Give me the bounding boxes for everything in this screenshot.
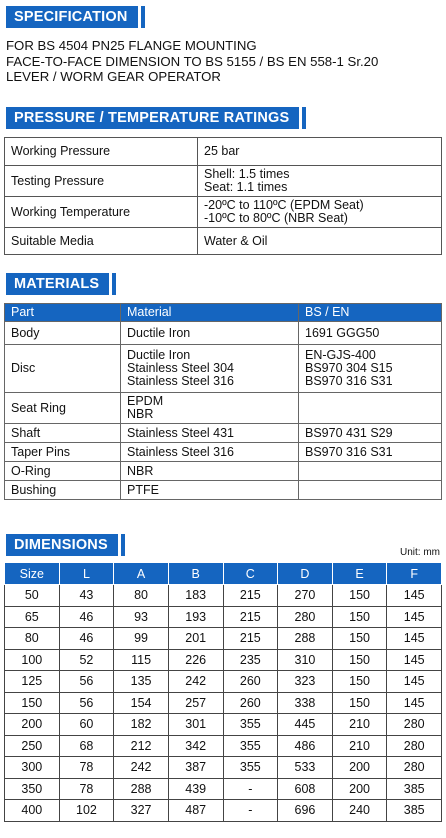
table-cell-text: Stainless Steel 316 [121, 443, 299, 462]
table-cell-text: -20ºC to 110ºC (EPDM Seat) [204, 198, 364, 212]
table-cell: 80 [5, 628, 60, 650]
table-row [5, 166, 442, 197]
table-cell: 212 [114, 735, 169, 757]
table-cell-text: BS970 316 S31 [299, 443, 442, 462]
table-header-row: Part Material BS / EN [5, 304, 442, 322]
table-cell: 193 [168, 606, 223, 628]
table-cell: 487 [168, 800, 223, 822]
table-cell-text: Water & Oil [198, 228, 442, 255]
table-cell: 696 [278, 800, 333, 822]
table-cell-text: BS970 431 S29 [299, 424, 442, 443]
table-cell: 102 [59, 800, 114, 822]
table-cell: 533 [278, 757, 333, 779]
table-row [5, 424, 442, 443]
table-cell: 150 [332, 692, 387, 714]
table-cell-text: NBR [121, 462, 299, 481]
dimensions-heading: DIMENSIONS [6, 534, 125, 556]
table-cell: 52 [59, 649, 114, 671]
column-header: L [59, 563, 114, 585]
column-header: D [278, 563, 333, 585]
table-cell: 385 [387, 778, 442, 800]
table-cell-text: PTFE [121, 481, 299, 500]
table-cell: 65 [5, 606, 60, 628]
table-cell: 150 [332, 606, 387, 628]
table-cell: 115 [114, 649, 169, 671]
spec-line: FACE-TO-FACE DIMENSION TO BS 5155 / BS EN 558-1 Sr.20 [6, 53, 379, 69]
table-row [5, 197, 442, 228]
table-cell: 201 [168, 628, 223, 650]
table-cell: 226 [168, 649, 223, 671]
table-cell-text: Testing Pressure [5, 166, 198, 197]
table-row [5, 778, 442, 800]
table-row [5, 443, 442, 462]
table-row [5, 757, 442, 779]
table-cell: 288 [114, 778, 169, 800]
table-cell: 50 [5, 585, 60, 607]
table-row [5, 649, 442, 671]
table-cell-text: EN-GJS-400 [305, 348, 376, 362]
table-cell: - [223, 800, 278, 822]
table-cell: 135 [114, 671, 169, 693]
table-row [5, 322, 442, 345]
table-cell: 385 [387, 800, 442, 822]
table-cell: 215 [223, 606, 278, 628]
table-cell-text: Seat Ring [5, 393, 121, 424]
materials-heading: MATERIALS [6, 273, 116, 295]
table-cell: 150 [332, 649, 387, 671]
table-cell-text: Disc [5, 345, 121, 393]
table-cell-text: Shell: 1.5 times [204, 167, 290, 181]
table-cell: 150 [332, 585, 387, 607]
table-cell: 93 [114, 606, 169, 628]
table-cell: 200 [332, 757, 387, 779]
table-header-row [5, 563, 442, 585]
table-row [5, 800, 442, 822]
table-cell: 99 [114, 628, 169, 650]
table-cell: 439 [168, 778, 223, 800]
table-cell: 260 [223, 692, 278, 714]
table-row [5, 628, 442, 650]
table-cell: 608 [278, 778, 333, 800]
table-cell: 43 [59, 585, 114, 607]
spec-line: FOR BS 4504 PN25 FLANGE MOUNTING [6, 38, 257, 53]
table-row [5, 345, 442, 393]
table-cell: 56 [59, 671, 114, 693]
table-row [5, 714, 442, 736]
table-row [5, 393, 442, 424]
table-cell: 323 [278, 671, 333, 693]
column-header: F [387, 563, 442, 585]
table-cell: 150 [332, 671, 387, 693]
table-cell-text: BS970 316 S31 [305, 374, 393, 388]
table-cell: 150 [5, 692, 60, 714]
table-row [5, 138, 442, 166]
table-cell: 145 [387, 692, 442, 714]
table-cell-text: EPDM [127, 394, 164, 408]
table-cell: 300 [5, 757, 60, 779]
table-cell: 310 [278, 649, 333, 671]
table-cell-text: Bushing [5, 481, 121, 500]
table-cell: 46 [59, 606, 114, 628]
table-cell: 210 [332, 735, 387, 757]
table-cell: 260 [223, 671, 278, 693]
table-cell: 46 [59, 628, 114, 650]
table-cell-text: 1691 GGG50 [299, 322, 442, 345]
table-cell: 280 [387, 735, 442, 757]
table-row [5, 606, 442, 628]
table-cell-text: Seat: 1.1 times [204, 180, 288, 194]
table-cell: 400 [5, 800, 60, 822]
table-cell: 242 [114, 757, 169, 779]
table-cell: 445 [278, 714, 333, 736]
table-cell: 327 [114, 800, 169, 822]
column-header: Size [5, 563, 60, 585]
table-cell: 301 [168, 714, 223, 736]
table-cell: 100 [5, 649, 60, 671]
table-cell: 355 [223, 735, 278, 757]
specification-list [6, 38, 378, 85]
table-cell: 200 [5, 714, 60, 736]
table-row [5, 692, 442, 714]
table-cell: 80 [114, 585, 169, 607]
table-cell-text: Working Temperature [5, 197, 198, 228]
table-cell: 350 [5, 778, 60, 800]
table-cell: 145 [387, 671, 442, 693]
table-cell-text: Ductile Iron [127, 348, 191, 362]
table-cell: 145 [387, 585, 442, 607]
table-cell: 78 [59, 757, 114, 779]
dimensions-table [4, 562, 442, 822]
materials-table [4, 303, 442, 500]
table-row [5, 585, 442, 607]
table-cell-text: Body [5, 322, 121, 345]
unit-label: Unit: mm [400, 547, 440, 558]
table-cell: 68 [59, 735, 114, 757]
column-header: E [332, 563, 387, 585]
table-cell: 210 [332, 714, 387, 736]
table-cell-text: -10ºC to 80ºC (NBR Seat) [204, 211, 348, 225]
table-cell: 60 [59, 714, 114, 736]
ratings-heading: PRESSURE / TEMPERATURE RATINGS [6, 107, 306, 129]
column-header: C [223, 563, 278, 585]
table-cell-text: BS970 304 S15 [305, 361, 393, 375]
table-cell: 182 [114, 714, 169, 736]
table-cell-text: Suitable Media [5, 228, 198, 255]
table-cell: - [223, 778, 278, 800]
table-cell-text: Shaft [5, 424, 121, 443]
table-cell: 342 [168, 735, 223, 757]
specification-heading: SPECIFICATION [6, 6, 145, 28]
table-cell: 280 [387, 714, 442, 736]
table-cell: 355 [223, 757, 278, 779]
table-cell-text: NBR [127, 407, 154, 421]
table-cell: 200 [332, 778, 387, 800]
table-cell: 215 [223, 585, 278, 607]
table-cell: 270 [278, 585, 333, 607]
table-row [5, 671, 442, 693]
table-cell-text: Stainless Steel 431 [121, 424, 299, 443]
table-cell-text: Ductile Iron [121, 322, 299, 345]
table-row [5, 735, 442, 757]
table-cell: 242 [168, 671, 223, 693]
table-cell: 486 [278, 735, 333, 757]
table-row [5, 462, 442, 481]
table-cell: 154 [114, 692, 169, 714]
table-cell: 240 [332, 800, 387, 822]
table-cell-text: Stainless Steel 304 [127, 361, 235, 375]
table-cell: 125 [5, 671, 60, 693]
column-header: A [114, 563, 169, 585]
table-cell: 280 [278, 606, 333, 628]
table-cell: 150 [332, 628, 387, 650]
table-cell: 355 [223, 714, 278, 736]
table-cell: 215 [223, 628, 278, 650]
table-cell: 250 [5, 735, 60, 757]
table-cell-text: Working Pressure [5, 138, 198, 166]
table-cell-text: 25 bar [198, 138, 442, 166]
table-cell: 183 [168, 585, 223, 607]
table-cell: 235 [223, 649, 278, 671]
table-cell: 56 [59, 692, 114, 714]
table-cell: 78 [59, 778, 114, 800]
column-header: B [168, 563, 223, 585]
table-cell: 257 [168, 692, 223, 714]
table-cell-text: O-Ring [5, 462, 121, 481]
table-cell: 288 [278, 628, 333, 650]
table-cell: 145 [387, 649, 442, 671]
table-cell: 145 [387, 606, 442, 628]
table-row [5, 481, 442, 500]
spec-line: LEVER / WORM GEAR OPERATOR [6, 69, 221, 84]
table-cell-text: Taper Pins [5, 443, 121, 462]
table-cell: 387 [168, 757, 223, 779]
table-row [5, 228, 442, 255]
ratings-table [4, 137, 442, 255]
table-cell-text: Stainless Steel 316 [127, 374, 235, 388]
table-cell: 280 [387, 757, 442, 779]
table-cell: 338 [278, 692, 333, 714]
table-cell: 145 [387, 628, 442, 650]
